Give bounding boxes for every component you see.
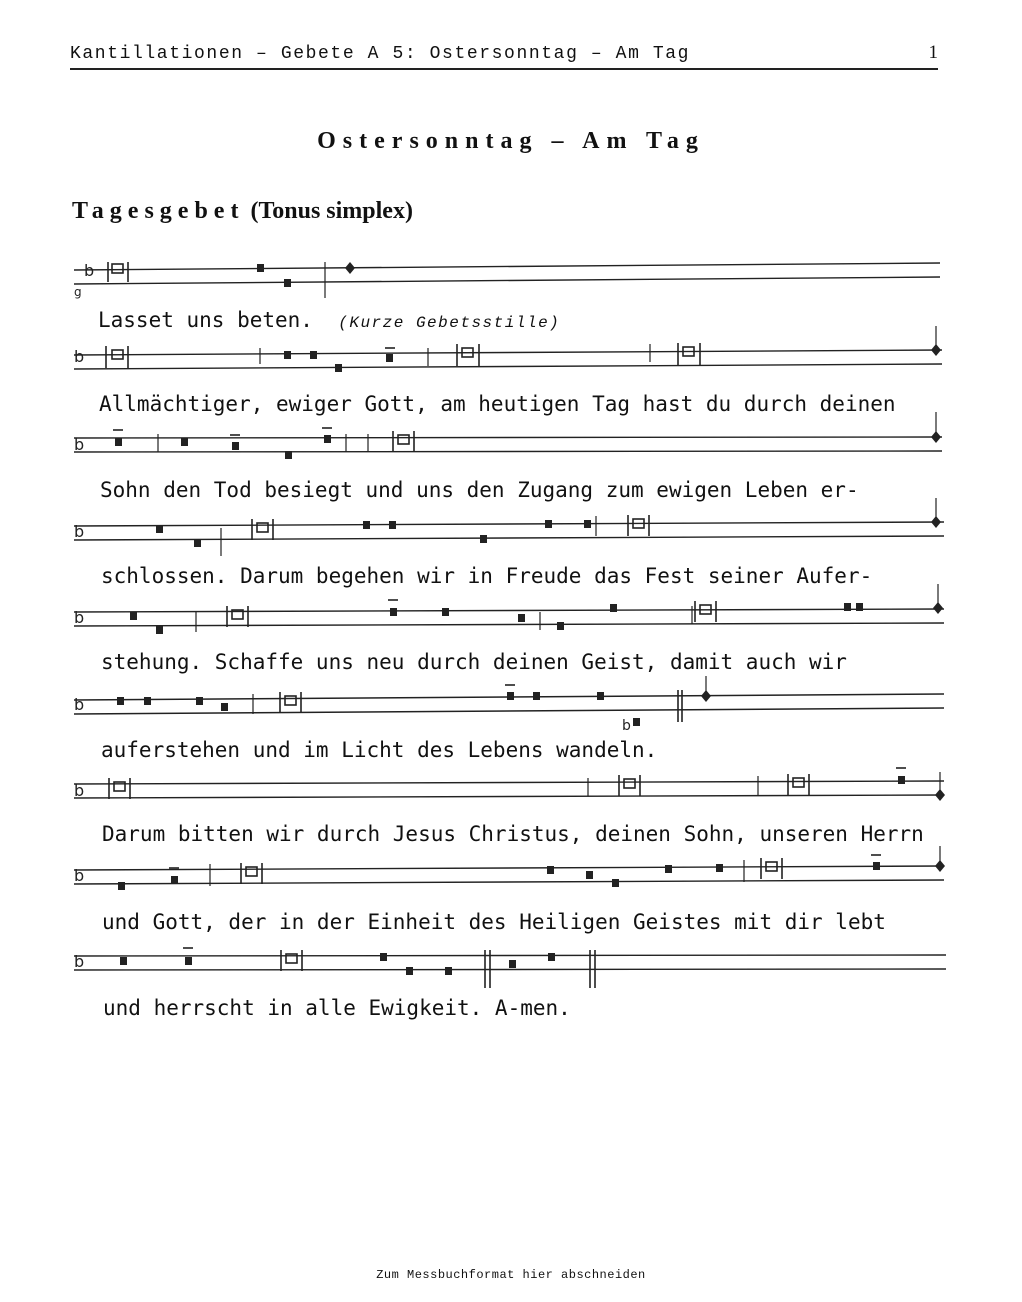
svg-text:b: b bbox=[74, 952, 85, 971]
svg-text:b: b bbox=[74, 695, 85, 714]
svg-text:g: g bbox=[74, 285, 82, 299]
rubric-silence: (Kurze Gebetsstille) bbox=[338, 314, 561, 332]
text-line-1-text: Lasset uns beten. bbox=[98, 308, 313, 332]
text-line-1 bbox=[98, 308, 560, 332]
text-line-7: Darum bitten wir durch Jesus Christus, deinen Sohn, unseren Herrn bbox=[102, 822, 924, 846]
cut-line-note: Zum Messbuchformat hier abschneiden bbox=[376, 1268, 646, 1282]
page-number: 1 bbox=[928, 42, 938, 63]
text-line-8: und Gott, der in der Einheit des Heiligen Geistes mit dir lebt bbox=[102, 910, 886, 934]
svg-text:b: b bbox=[74, 608, 85, 627]
section-heading-main: Tagesgebet bbox=[72, 198, 245, 224]
svg-text:b: b bbox=[622, 718, 631, 734]
svg-text:b: b bbox=[74, 435, 85, 454]
text-line-5: stehung. Schaffe uns neu durch deinen Geist, damit auch wir bbox=[101, 650, 847, 674]
text-line-2: Allmächtiger, ewiger Gott, am heutigen Tag hast du durch deinen bbox=[99, 392, 896, 416]
section-heading-subtitle: (Tonus simplex) bbox=[244, 198, 413, 224]
text-line-4: schlossen. Darum begehen wir in Freude das Fest seiner Aufer- bbox=[101, 564, 873, 588]
svg-text:b: b bbox=[84, 261, 95, 280]
text-line-9: und herrscht in alle Ewigkeit. A-men. bbox=[103, 996, 571, 1020]
document-title: Ostersonntag – Am Tag bbox=[317, 128, 705, 154]
text-line-6: auferstehen und im Licht des Lebens wandeln. bbox=[101, 738, 658, 762]
svg-text:b: b bbox=[74, 781, 85, 800]
running-header-title: Kantillationen – Gebete A 5: Ostersonntag – Am Tag bbox=[70, 44, 691, 64]
svg-text:b: b bbox=[74, 522, 85, 541]
svg-text:b: b bbox=[74, 866, 85, 885]
text-line-3: Sohn den Tod besiegt und uns den Zugang zum ewigen Leben er- bbox=[100, 478, 859, 502]
svg-text:b: b bbox=[74, 347, 85, 366]
